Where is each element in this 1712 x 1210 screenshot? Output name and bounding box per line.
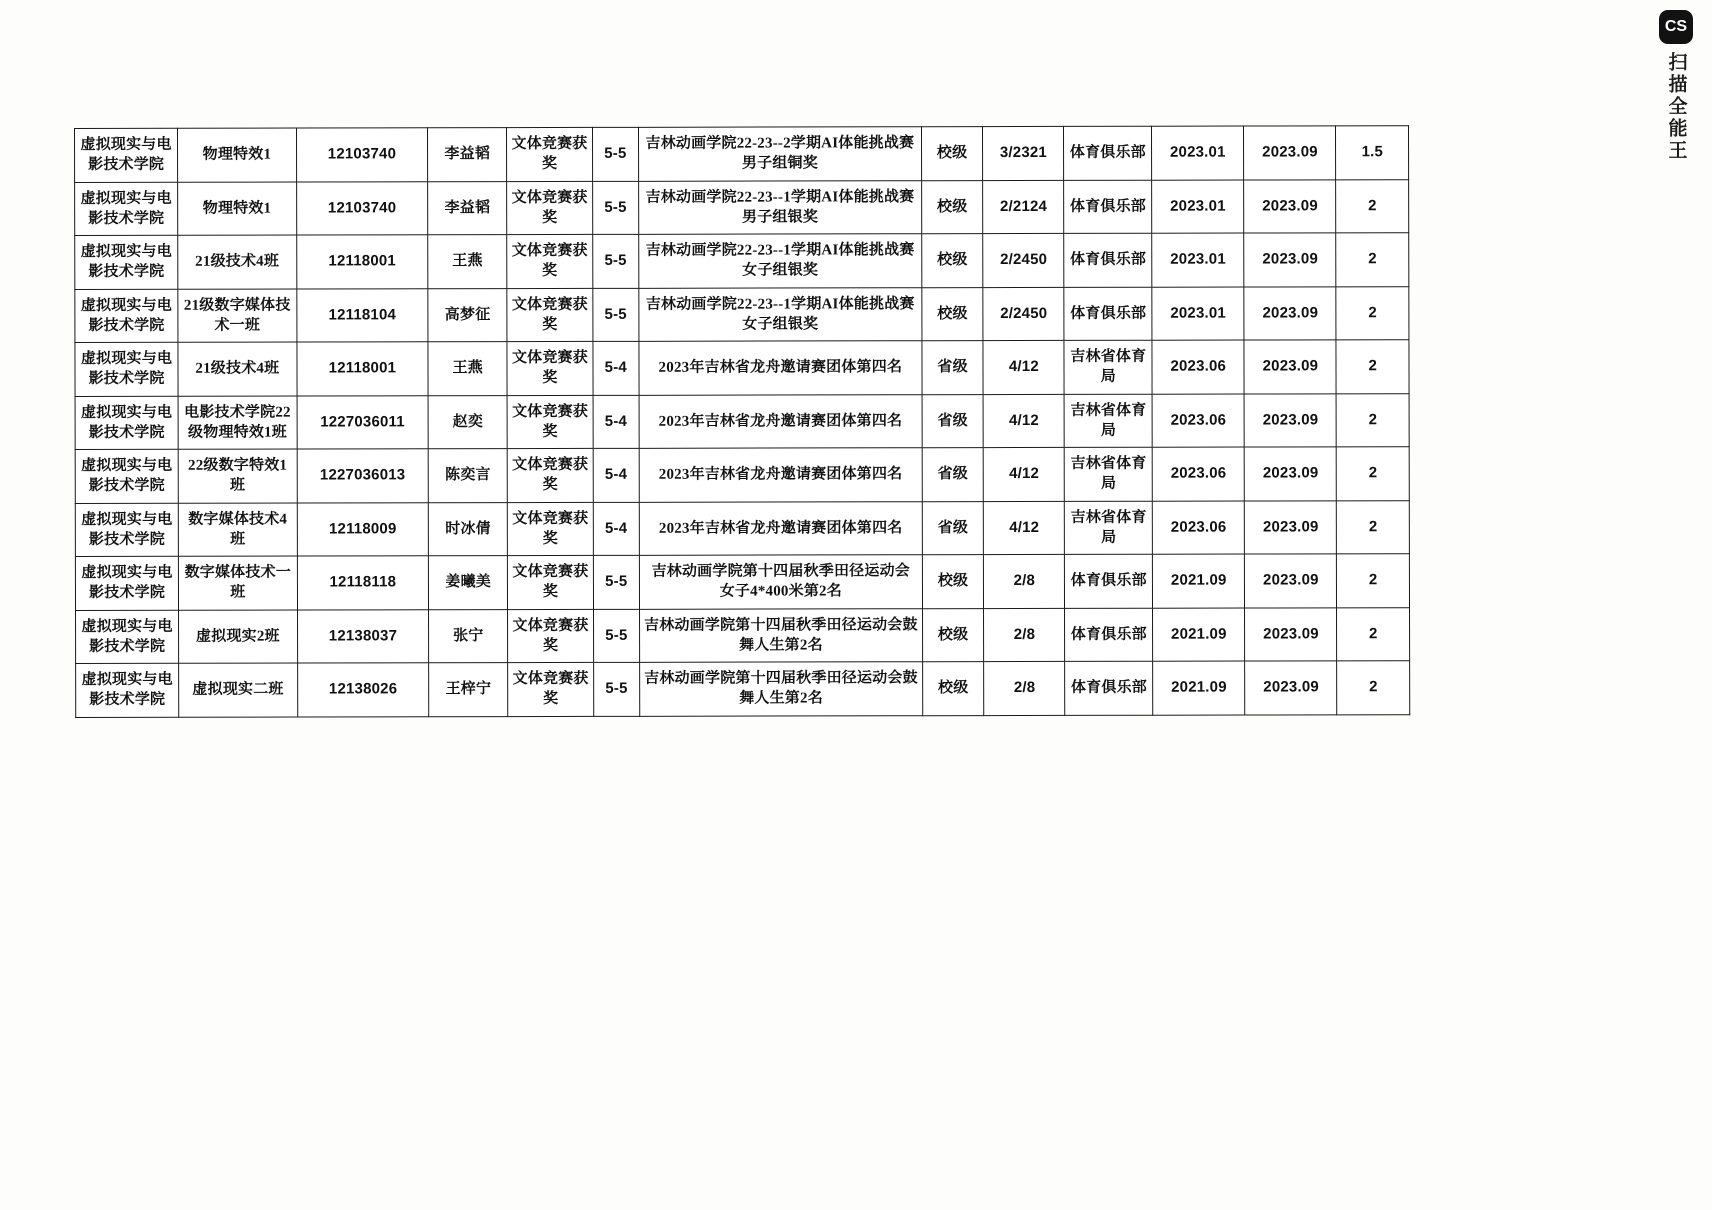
- cell-code: 5-5: [592, 234, 638, 288]
- cell-student-id: 12138037: [297, 609, 429, 663]
- cell-organizer: 体育俱乐部: [1065, 608, 1153, 662]
- cell-start-date: 2023.01: [1152, 180, 1244, 234]
- cell-award-title: 吉林动画学院22-23--1学期AI体能挑战赛男子组银奖: [638, 180, 921, 234]
- cell-student-id: 12138026: [297, 663, 429, 717]
- table-row: [75, 126, 1409, 182]
- cell-rank: 4/12: [983, 340, 1064, 394]
- table-row: [75, 340, 1409, 396]
- cell-student-id: 12118009: [297, 502, 429, 556]
- scanner-watermark: [1654, 10, 1698, 162]
- cell-code: 5-5: [592, 181, 638, 235]
- awards-table: [74, 125, 1410, 717]
- cell-class: 21级技术4班: [178, 342, 297, 396]
- cell-category: 文体竞赛获奖: [507, 234, 593, 288]
- cell-organizer: 体育俱乐部: [1064, 287, 1152, 341]
- cell-class: 电影技术学院22级物理特效1班: [178, 396, 297, 450]
- cell-level: 省级: [922, 448, 984, 502]
- cell-organizer: 体育俱乐部: [1065, 661, 1153, 715]
- cell-student-id: 12103740: [296, 181, 428, 235]
- cell-category: 文体竞赛获奖: [507, 341, 593, 395]
- cell-award-title: 吉林动画学院第十四届秋季田径运动会鼓舞人生第2名: [639, 662, 922, 716]
- cell-award-title: 2023年吉林省龙舟邀请赛团体第四名: [639, 501, 922, 555]
- cell-organizer: 体育俱乐部: [1064, 180, 1152, 234]
- table-row: [76, 661, 1410, 717]
- cell-student-name: 李益韬: [428, 181, 507, 235]
- cell-rank: 2/2124: [983, 180, 1064, 234]
- cell-award-title: 吉林动画学院22-23--2学期AI体能挑战赛男子组铜奖: [638, 127, 921, 181]
- table-row: [75, 233, 1409, 289]
- cell-code: 5-5: [593, 288, 639, 342]
- watermark-label: 扫描全能王: [1665, 52, 1687, 162]
- cell-student-name: 赵奕: [428, 395, 507, 449]
- table-row: [75, 500, 1409, 556]
- cell-level: 校级: [922, 234, 984, 288]
- cell-student-name: 张宁: [429, 609, 508, 663]
- awards-table-container: [74, 125, 1410, 717]
- cell-start-date: 2023.06: [1152, 340, 1244, 394]
- table-row: [75, 554, 1409, 610]
- table-row: [75, 179, 1409, 235]
- cell-end-date: 2023.09: [1244, 286, 1336, 340]
- cell-level: 校级: [922, 287, 984, 341]
- cell-end-date: 2023.09: [1244, 340, 1336, 394]
- cell-class: 数字媒体技术4班: [178, 503, 297, 557]
- cell-class: 物理特效1: [178, 128, 297, 182]
- cell-rank: 4/12: [984, 501, 1065, 555]
- cell-code: 5-4: [593, 341, 639, 395]
- cell-level: 校级: [922, 608, 984, 662]
- cell-level: 校级: [922, 662, 984, 716]
- cell-award-title: 吉林动画学院第十四届秋季田径运动会 女子4*400米第2名: [639, 555, 922, 609]
- cell-start-date: 2023.01: [1152, 233, 1244, 287]
- cell-student-id: 1227036013: [297, 449, 429, 503]
- cell-start-date: 2021.09: [1153, 554, 1245, 608]
- cell-category: 文体竞赛获奖: [507, 502, 593, 556]
- cell-organizer: 体育俱乐部: [1065, 554, 1153, 608]
- cell-student-id: 12118104: [296, 288, 428, 342]
- cell-start-date: 2023.01: [1152, 126, 1244, 180]
- cell-college: 虚拟现实与电影技术学院: [75, 342, 178, 396]
- cell-code: 5-5: [593, 609, 639, 663]
- cell-code: 5-4: [593, 395, 639, 449]
- cell-student-name: 王燕: [428, 342, 507, 396]
- awards-table-body: [75, 126, 1410, 717]
- cell-start-date: 2023.06: [1152, 394, 1244, 448]
- cell-student-id: 12118118: [297, 556, 429, 610]
- cell-level: 校级: [921, 127, 983, 181]
- cell-college: 虚拟现实与电影技术学院: [76, 610, 179, 664]
- cell-organizer: 吉林省体育局: [1065, 501, 1153, 555]
- cell-rank: 2/8: [984, 608, 1065, 662]
- cell-award-title: 2023年吉林省龙舟邀请赛团体第四名: [639, 448, 922, 502]
- cell-class: 虚拟现实2班: [179, 610, 298, 664]
- cell-organizer: 体育俱乐部: [1064, 233, 1152, 287]
- cell-end-date: 2023.09: [1245, 554, 1337, 608]
- cell-start-date: 2021.09: [1153, 661, 1245, 715]
- cell-credit: 2: [1337, 500, 1410, 554]
- cell-class: 数字媒体技术一班: [179, 556, 298, 610]
- cell-college: 虚拟现实与电影技术学院: [76, 663, 179, 717]
- cell-category: 文体竞赛获奖: [507, 127, 593, 181]
- cell-organizer: 体育俱乐部: [1064, 126, 1152, 180]
- cell-award-title: 2023年吉林省龙舟邀请赛团体第四名: [639, 394, 922, 448]
- cell-student-name: 王梓宁: [429, 663, 508, 717]
- cell-code: 5-4: [593, 448, 639, 502]
- cell-college: 虚拟现实与电影技术学院: [75, 449, 178, 503]
- cell-organizer: 吉林省体育局: [1065, 447, 1153, 501]
- cell-college: 虚拟现实与电影技术学院: [75, 503, 178, 557]
- cell-rank: 4/12: [983, 394, 1064, 448]
- cell-level: 省级: [922, 394, 984, 448]
- cell-college: 虚拟现实与电影技术学院: [75, 182, 178, 236]
- cell-student-id: 12118001: [296, 235, 428, 289]
- cell-rank: 2/2450: [983, 287, 1064, 341]
- cell-student-name: 时冰倩: [429, 502, 508, 556]
- cell-organizer: 吉林省体育局: [1065, 394, 1153, 448]
- cell-category: 文体竞赛获奖: [508, 609, 594, 663]
- cell-category: 文体竞赛获奖: [508, 555, 594, 609]
- cell-student-name: 王燕: [428, 235, 507, 289]
- cell-college: 虚拟现实与电影技术学院: [75, 128, 178, 182]
- cell-rank: 4/12: [983, 447, 1064, 501]
- cell-credit: 2: [1336, 286, 1409, 340]
- cell-rank: 2/8: [984, 661, 1065, 715]
- cell-college: 虚拟现实与电影技术学院: [75, 235, 178, 289]
- cell-credit: 2: [1337, 661, 1410, 715]
- table-row: [75, 447, 1409, 503]
- cell-class: 物理特效1: [178, 182, 297, 236]
- cell-college: 虚拟现实与电影技术学院: [75, 396, 178, 450]
- cell-end-date: 2023.09: [1245, 500, 1337, 554]
- cell-credit: 2: [1336, 233, 1409, 287]
- cell-level: 校级: [922, 555, 984, 609]
- cell-class: 虚拟现实二班: [179, 663, 298, 717]
- cell-start-date: 2021.09: [1153, 608, 1245, 662]
- cell-student-name: 李益韬: [428, 128, 507, 182]
- cell-rank: 3/2321: [983, 126, 1064, 180]
- cell-student-name: 高梦征: [428, 288, 507, 342]
- camscanner-logo-icon: CS: [1659, 10, 1693, 44]
- cell-college: 虚拟现实与电影技术学院: [75, 556, 178, 610]
- cell-end-date: 2023.09: [1245, 447, 1337, 501]
- cell-category: 文体竞赛获奖: [507, 395, 593, 449]
- cell-end-date: 2023.09: [1245, 661, 1337, 715]
- cell-code: 5-5: [593, 555, 639, 609]
- cell-award-title: 吉林动画学院22-23--1学期AI体能挑战赛女子组银奖: [639, 287, 922, 341]
- cell-student-id: 12103740: [296, 128, 428, 182]
- cell-end-date: 2023.09: [1244, 179, 1336, 233]
- cell-credit: 1.5: [1336, 126, 1409, 180]
- cell-code: 5-4: [593, 502, 639, 556]
- cell-category: 文体竞赛获奖: [507, 448, 593, 502]
- cell-student-name: 陈奕言: [428, 449, 507, 503]
- cell-award-title: 2023年吉林省龙舟邀请赛团体第四名: [639, 341, 922, 395]
- cell-student-id: 1227036011: [297, 395, 429, 449]
- cell-college: 虚拟现实与电影技术学院: [75, 289, 178, 343]
- cell-start-date: 2023.01: [1152, 287, 1244, 341]
- cell-rank: 2/2450: [983, 233, 1064, 287]
- table-row: [76, 607, 1410, 663]
- cell-award-title: 吉林动画学院第十四届秋季田径运动会鼓舞人生第2名: [639, 608, 922, 662]
- cell-credit: 2: [1337, 447, 1410, 501]
- cell-start-date: 2023.06: [1152, 501, 1244, 555]
- cell-class: 21级技术4班: [178, 235, 297, 289]
- cell-level: 校级: [921, 180, 983, 234]
- cell-start-date: 2023.06: [1152, 447, 1244, 501]
- cell-level: 省级: [922, 341, 984, 395]
- cell-category: 文体竞赛获奖: [507, 288, 593, 342]
- cell-code: 5-5: [593, 662, 639, 716]
- cell-end-date: 2023.09: [1244, 233, 1336, 287]
- cell-credit: 2: [1337, 393, 1410, 447]
- cell-end-date: 2023.09: [1244, 393, 1336, 447]
- cell-credit: 2: [1337, 554, 1410, 608]
- cell-code: 5-5: [592, 127, 638, 181]
- cell-end-date: 2023.09: [1245, 607, 1337, 661]
- cell-student-name: 姜曦美: [429, 556, 508, 610]
- table-row: [75, 393, 1409, 449]
- cell-rank: 2/8: [984, 554, 1065, 608]
- cell-level: 省级: [922, 501, 984, 555]
- cell-class: 22级数字特效1班: [178, 449, 297, 503]
- cell-credit: 2: [1336, 340, 1409, 394]
- cell-class: 21级数字媒体技术一班: [178, 289, 297, 343]
- table-row: [75, 286, 1409, 342]
- cell-credit: 2: [1336, 179, 1409, 233]
- cell-category: 文体竞赛获奖: [507, 181, 593, 235]
- cell-end-date: 2023.09: [1244, 126, 1336, 180]
- cell-category: 文体竞赛获奖: [508, 662, 594, 716]
- cell-award-title: 吉林动画学院22-23--1学期AI体能挑战赛女子组银奖: [639, 234, 922, 288]
- cell-student-id: 12118001: [297, 342, 429, 396]
- cell-credit: 2: [1337, 607, 1410, 661]
- cell-organizer: 吉林省体育局: [1064, 340, 1152, 394]
